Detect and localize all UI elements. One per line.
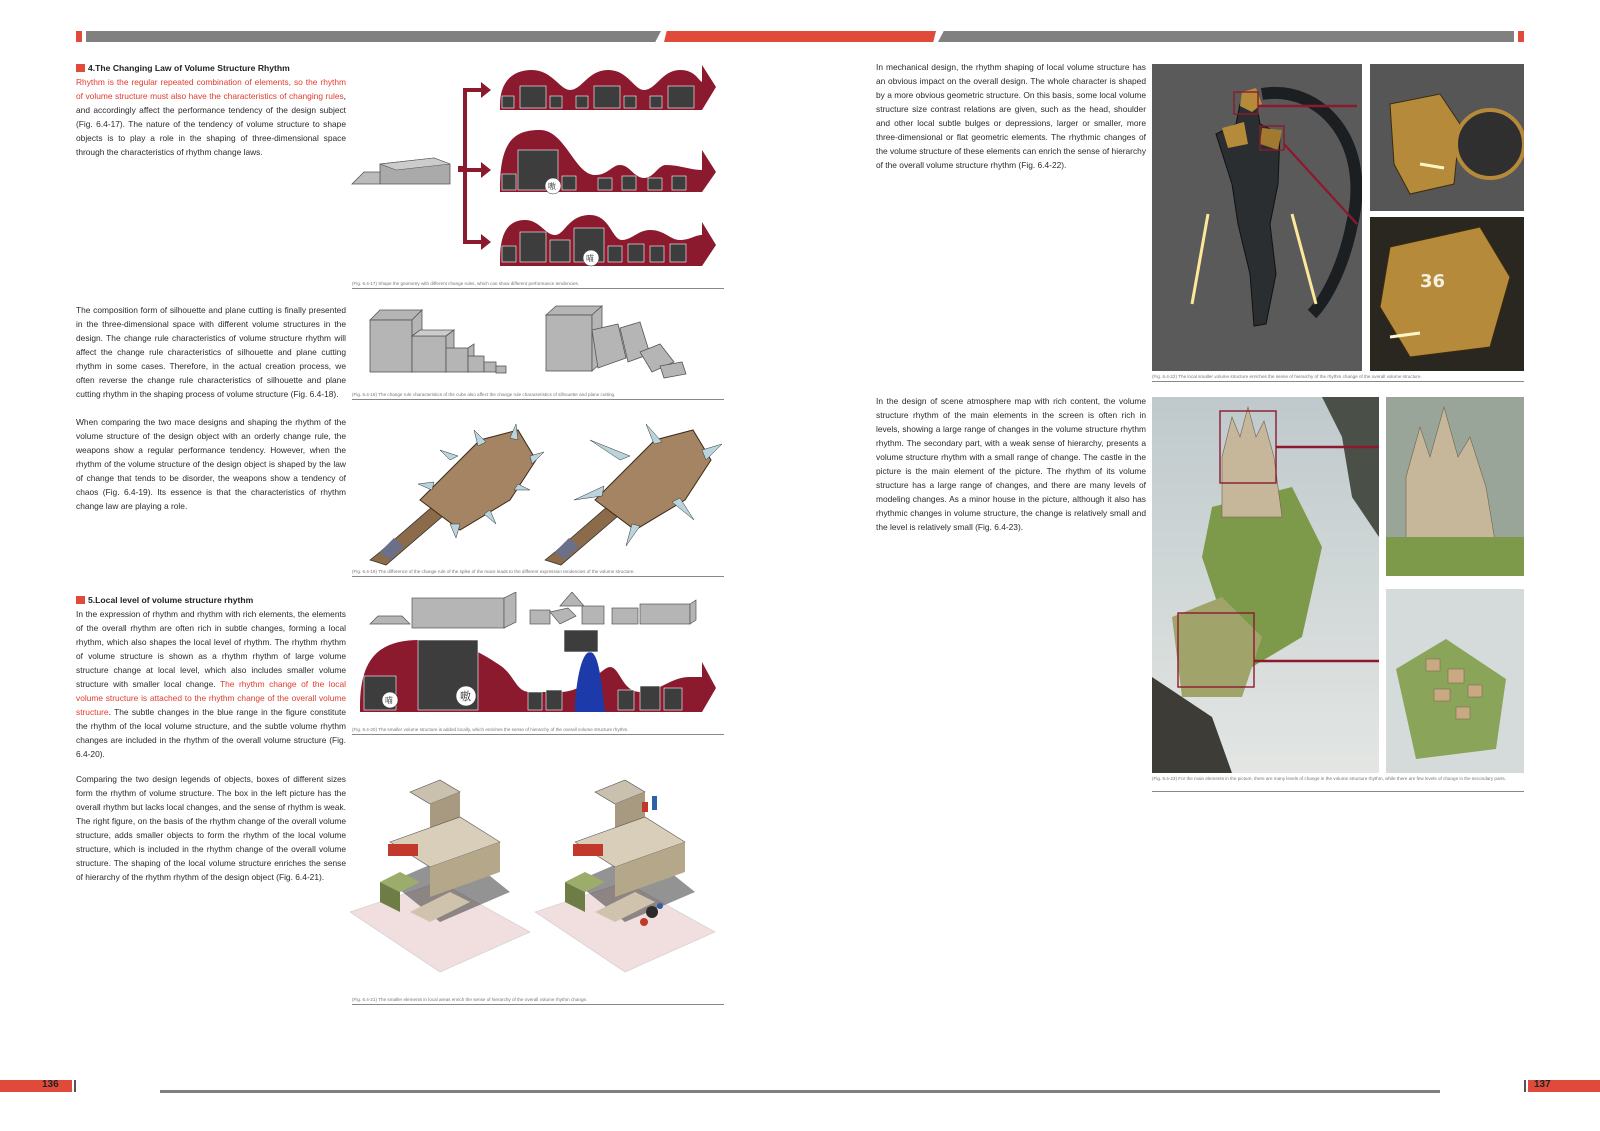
header-bar-right bbox=[938, 31, 1514, 42]
body-text: . The subtle changes in the blue range in the figure constitute the rhythm of the local volume structure, and the subtle volume rhythm changes are included in the rhythm of the overall volume structure (Fig. 6.4-20). bbox=[76, 707, 346, 759]
section4-paragraph-2: The composition form of silhouette and plane cutting is finally presented in the three-dimensional space with different volume structures in the design. The change rule characteristics of volume structure rhythm will affect the change rule characteristics of silhouette and plane cutting rhythm in some cases. Therefore, in the actual creation process, we often reverse the change rule characteristics of silhouette and plane cutting rhythm in the shaping process of volume structure (Fig. 6.4-18). bbox=[76, 305, 346, 399]
highlight-text: The rhythm change of the local volume structure is attached to the rhythm change of the overall volume structure bbox=[76, 679, 346, 717]
caption-fig-6-4-20: (Fig. 6.4-20) The smaller volume structure is added locally, which enriches the sense of hierarchy of the overall volume structure rhythm. bbox=[352, 727, 629, 732]
footer-marker-left bbox=[74, 1080, 76, 1092]
right-paragraph-1: In mechanical design, the rhythm shaping of local volume structure has an obvious impact on the overall design. The whole character is shaped by a more obvious geometric structure. On this basis, some local volume structure size contrast relations are given, such as the head, shoulder and other local subtle bulges or depressions, larger or smaller, more three-dimensional or flat geometric elements. The rhythmic changes of the volume structure of these elements can enrich the sense of hierarchy of the overall volume structure rhythm (Fig. 6.4-22). bbox=[876, 62, 1147, 170]
local-rhythm-blue-range bbox=[575, 652, 605, 712]
section5-title-text: 5.Local level of volume structure rhythm bbox=[88, 595, 254, 605]
caption-rule bbox=[352, 576, 724, 577]
figure-6-4-23-detail-castle bbox=[1386, 397, 1524, 576]
mace-regular bbox=[370, 424, 544, 565]
page-number-tab-left bbox=[0, 1080, 72, 1092]
caption-fig-6-4-22: (Fig. 6.4-22) The local smaller volume structure enriches the sense of hierarchy of the rhythm change of the overall volume structure. bbox=[1152, 374, 1422, 379]
figure-6-4-22-main bbox=[1152, 64, 1362, 371]
figure-6-4-20 bbox=[350, 592, 725, 727]
stepped-cubes-irregular bbox=[546, 306, 686, 378]
highlight-text: Rhythm is the regular repeated combination of elements, so the rhythm of volume structure must also have the characteristics of changing rules bbox=[76, 77, 346, 101]
figure-6-4-19 bbox=[350, 420, 725, 570]
caption-fig-6-4-17: (Fig. 6.4-17) Shape the geometry with different change rules, which can show different performance tendencies. bbox=[352, 281, 580, 286]
mace-chaotic bbox=[545, 424, 722, 565]
heading-marker bbox=[76, 596, 85, 604]
figure-6-4-22-detail-head bbox=[1370, 64, 1524, 211]
roar-glyph: 嗷 bbox=[548, 182, 556, 191]
box-stack-detailed bbox=[535, 780, 715, 972]
caption-rule bbox=[352, 734, 724, 735]
section4 bbox=[76, 61, 346, 159]
mech-badge-number: 36 bbox=[1420, 271, 1446, 292]
caption-rule bbox=[1152, 791, 1524, 792]
geometry-silhouette-row bbox=[370, 592, 696, 628]
heading-marker bbox=[76, 64, 85, 72]
caption-fig-6-4-21: (Fig. 6.4-21) The smaller elements in local areas enrich the sense of hierarchy of the overall volume rhythm change. bbox=[352, 997, 588, 1002]
right-paragraph-2: In the design of scene atmosphere map with rich content, the volume structure rhythm of the main elements in the screen is often rich in levels, showing a large range of changes in the volume structure rhythm rhythm. The secondary part, with a weak sense of hierarchy, presents a volume structure rhythm with a small range of change. The castle in the picture is the main element of the picture. The rhythm of its volume structure has a large range of changes, and there are many levels of modeling changes. As a minor house in the picture, although it also has rhythmic changes in volume structure, the change is relatively small and the level is relatively small (Fig. 6.4-23). bbox=[876, 396, 1146, 532]
section4-paragraph-3: When comparing the two mace designs and shaping the rhythm of the volume structure of the design object with an orderly change rule, the weapons show a regular performance tendency. However, when the rhythm of the volume structure of the design object is shaped by the law of change that tends to be disorder, the weapons show a tendency of chaos (Fig. 6.4-19). Its essence is that the characteristics of rhythm change law are playing a role. bbox=[76, 417, 346, 511]
caption-rule bbox=[352, 288, 724, 289]
figure-6-4-23-detail-village bbox=[1386, 589, 1524, 773]
section5 bbox=[76, 593, 346, 761]
header-accent-left bbox=[76, 31, 82, 42]
footer-marker-right bbox=[1524, 1080, 1526, 1092]
header-bar-left bbox=[86, 31, 661, 42]
caption-rule bbox=[1152, 381, 1524, 382]
meow-glyph: 喵 bbox=[586, 254, 594, 263]
caption-rule bbox=[352, 1004, 724, 1005]
branch-arrows bbox=[458, 82, 491, 250]
footer-rule bbox=[160, 1090, 1440, 1093]
page-number-right: 137 bbox=[1534, 1079, 1551, 1090]
box-stack-simple bbox=[350, 780, 530, 972]
caption-fig-6-4-23: (Fig. 6.4-23) For the main elements in the picture, there are many levels of change in the volume structure rhythm, while there are few levels of change in the secondary parts. bbox=[1152, 776, 1506, 781]
meow-glyph: 喵 bbox=[385, 696, 393, 705]
figure-6-4-21 bbox=[350, 772, 725, 994]
body-text: In the expression of rhythm and rhythm with rich elements, the elements of the overall rhythm are often rich in subtle changes, forming a local rhythm, which also shapes the local level of rhythm. The rhythm rhythm of volume structure is shown as a rhythm rhythm of large volume structure change at local level, which also includes smaller volume structure with smaller local change. bbox=[76, 609, 346, 689]
figure-6-4-18 bbox=[360, 300, 720, 390]
section4-paragraph-1 bbox=[76, 75, 346, 159]
section5-paragraph-1 bbox=[76, 607, 346, 761]
section4-title-text: 4.The Changing Law of Volume Structure Rhythm bbox=[88, 63, 290, 73]
section4-title bbox=[76, 61, 346, 75]
header-bar-center bbox=[664, 31, 936, 42]
roar-glyph: 嗷 bbox=[460, 690, 471, 703]
caption-rule bbox=[352, 399, 724, 400]
header-accent-right bbox=[1518, 31, 1524, 42]
figure-6-4-23-main bbox=[1152, 397, 1379, 773]
figure-6-4-22-detail-shoulder bbox=[1370, 217, 1524, 371]
section5-title bbox=[76, 593, 346, 607]
section5-paragraph-2: Comparing the two design legends of objects, boxes of different sizes form the rhythm of volume structure. The box in the left picture has the overall rhythm but lacks local changes, and the sense of rhythm is weak. The right figure, on the basis of the rhythm change of the overall volume structure, adds smaller objects to form the rhythm of the local volume structure, which is included in the rhythm change of the overall volume structure. The shaping of the local volume structure enriches the sense of hierarchy of the rhythm rhythm of the design object (Fig. 6.4-21). bbox=[76, 774, 346, 882]
figure-6-4-17 bbox=[350, 60, 725, 282]
caption-fig-6-4-19: (Fig. 6.4-19) The difference of the change rule of the spike of the mace leads to the different expression tendencies of the volume structure. bbox=[352, 569, 635, 574]
caption-fig-6-4-18: (Fig. 6.4-18) The change rule characteristics of the cube also affect the change rule characteristics of silhouette and plane cutting. bbox=[352, 392, 616, 397]
body-text: , and accordingly affect the performance tendency of the design subject (Fig. 6.4-17). The nature of the tendency of volume structure to shape objects is to play a role in the shaping of three-dimensional space through the characteristics of rhythm change laws. bbox=[76, 91, 346, 157]
page-number-left: 136 bbox=[42, 1079, 59, 1090]
stepped-cubes-regular bbox=[370, 310, 506, 373]
